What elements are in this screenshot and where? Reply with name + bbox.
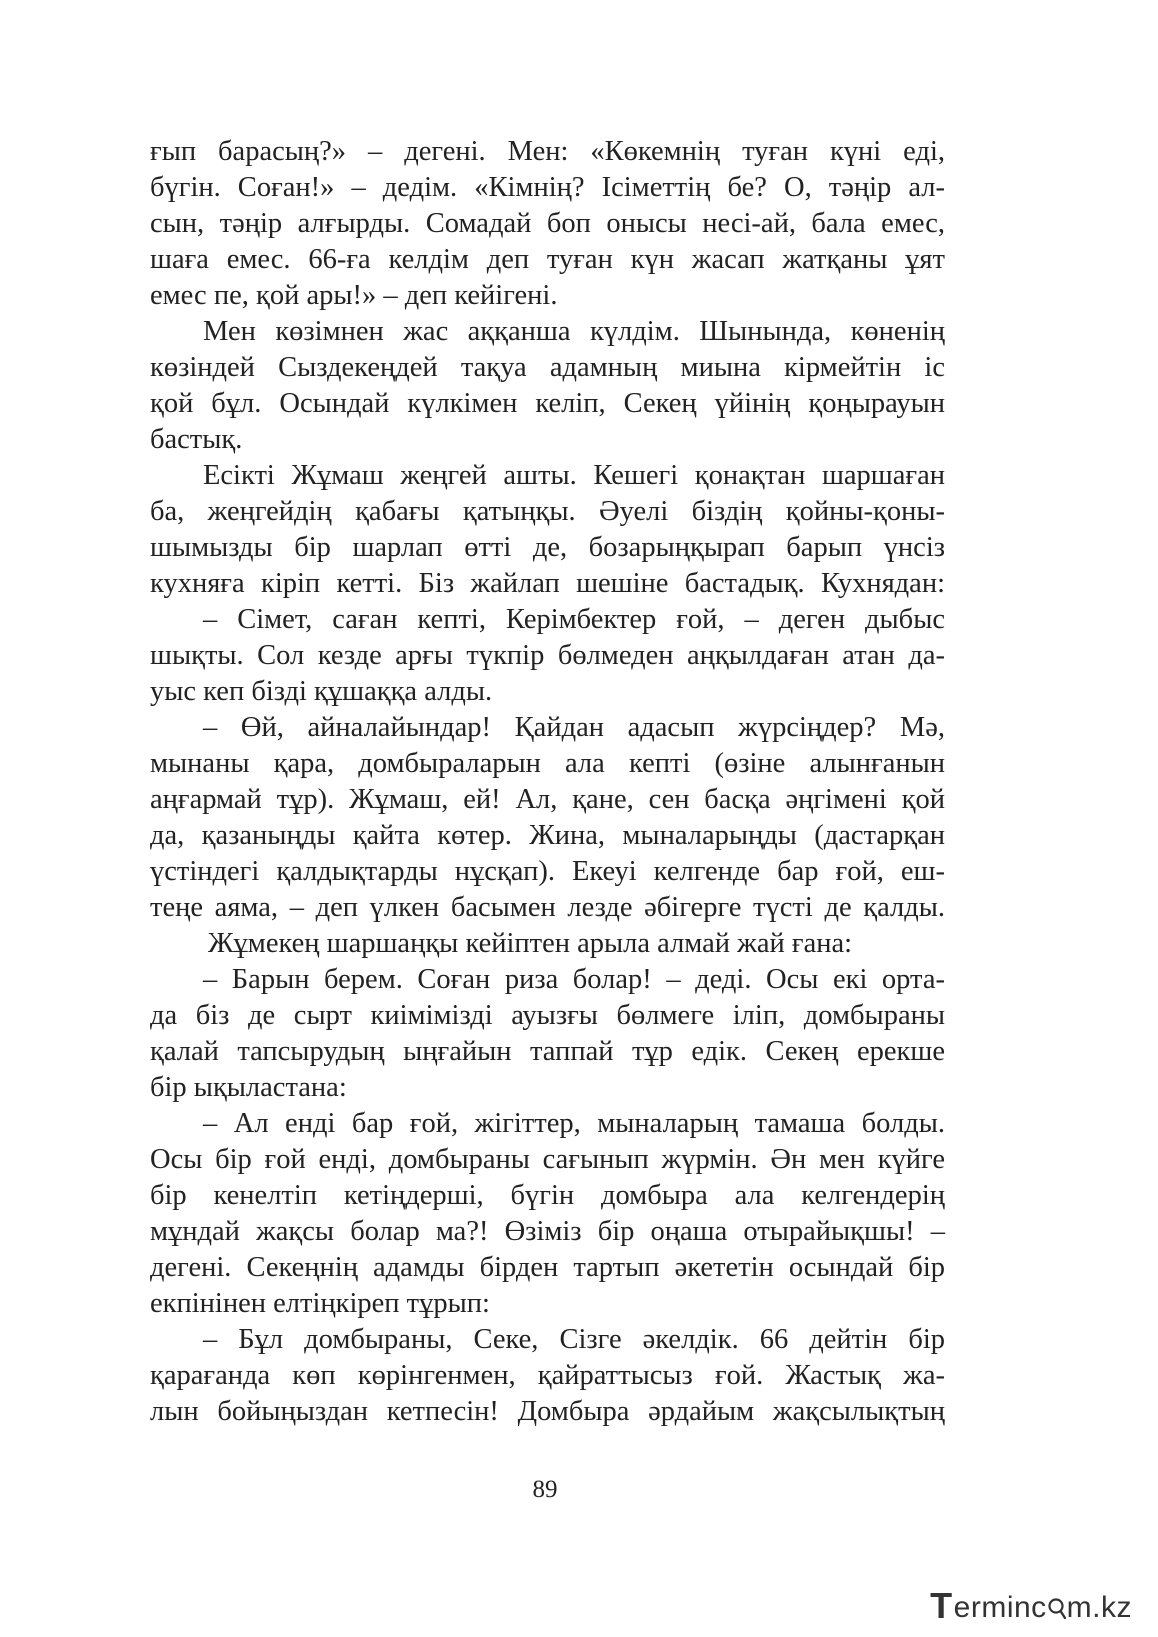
magnifier-o-icon (1048, 1597, 1066, 1619)
site-watermark-logo (930, 1585, 1132, 1626)
text-line: үстіндегі қалдықтарды нұсқап). Екеуі келгенде бар ғой, еш- (150, 856, 945, 887)
page-number: 89 (532, 1476, 558, 1503)
text-line: да біз де сырт киімімізді ауызғы бөлмеге іліп, домбыраны (150, 1000, 945, 1031)
text-line: Осы бір ғой енді, домбыраны сағынып жүрмін. Ән мен күйге (150, 1144, 945, 1175)
text-line: ғып барасың?» – дегені. Мен: «Көкемнің туған күні еді, (150, 136, 945, 167)
text-line: Мен көзімнен жас аққанша күлдім. Шынында, көненің (203, 316, 945, 347)
watermark-first-letter: T (930, 1585, 953, 1626)
text-line: бір ықыластана: (150, 1072, 347, 1103)
text-line: мұндай жақсы болар ма?! Өзіміз бір оңаша отырайықшы! – (150, 1216, 945, 1247)
text-line: сын, тәңір алғырды. Сомадай боп онысы несі-ай, бала емес, (150, 208, 945, 239)
text-line: қой бұл. Осындай күлкімен келіп, Секең үйінің қоңырауын (150, 388, 945, 419)
text-line: екпінінен елтіңкіреп тұрып: (150, 1288, 490, 1319)
text-line: көзіндей Сыздекеңдей тақуа адамның миына кірмейтін іс (150, 352, 945, 383)
text-line: шымызды бір шарлап өтті де, бозарыңқырап барып үнсіз (150, 532, 945, 563)
text-line: – Барын берем. Соған риза болар! – деді. Осы екі орта- (203, 964, 945, 995)
text-line: емес пе, қой ары!» – деп кейігені. (150, 280, 558, 311)
text-line: теңе аяма, – деп үлкен басымен лезде әбігерге түсті де қалды. (150, 892, 945, 923)
text-line: да, қазаныңды қайта көтер. Жина, мыналарыңды (дастарқан (150, 820, 945, 851)
text-line: аңғармай тұр). Жұмаш, ей! Ал, қане, сен басқа әңгімені қой (150, 784, 945, 815)
text-line: Есікті Жұмаш жеңгей ашты. Кешегі қонақтан шаршаған (203, 460, 945, 491)
text-line: – Сімет, саған кепті, Керімбектер ғой, – деген дыбыс (203, 604, 945, 635)
watermark-text-start: erminc (953, 1591, 1047, 1624)
text-line: лын бойыңыздан кетпесін! Домбыра әрдайым жақсылықтың (150, 1396, 945, 1427)
page-body (150, 134, 945, 1430)
text-line: дегені. Секеңнің адамды бірден тартып әкететін осындай бір (150, 1252, 945, 1283)
text-line: мынаны қара, домбыраларын ала кепті (өзіне алынғанын (150, 748, 945, 779)
text-line: шықты. Сол кезде арғы түкпір бөлмеден аңқылдаған атан да- (150, 640, 945, 671)
text-line: қарағанда көп көрінгенмен, қайраттысыз ғой. Жастық жа- (150, 1360, 945, 1391)
text-line: шаға емес. 66-ға келдім деп туған күн жасап жатқаны ұят (150, 244, 945, 275)
text-line: кухняға кіріп кетті. Біз жайлап шешіне бастадық. Кухнядан: (150, 568, 945, 599)
text-line: бастық. (150, 424, 243, 455)
text-line: – Бұл домбыраны, Секе, Сізге әкелдік. 66 дейтін бір (203, 1324, 945, 1355)
text-line: қалай тапсырудың ыңғайын таппай тұр едік. Секең ерекше (150, 1036, 945, 1067)
text-line: бүгін. Соған!» – дедім. «Кімнің? Ісіметтің бе? О, тәңір ал- (150, 172, 945, 203)
text-line: ба, жеңгейдің қабағы қатыңқы. Әуелі біздің қойны-қоны- (150, 496, 945, 527)
text-line: бір кенелтіп кетіңдерші, бүгін домбыра ала келгендерің (150, 1180, 945, 1211)
text-line: уыс кеп бізді құшаққа алды. (150, 676, 493, 707)
text-line: – Өй, айналайындар! Қайдан адасып жүрсіңдер? Мә, (203, 712, 945, 743)
text-line: – Ал енді бар ғой, жігіттер, мыналарың тамаша болды. (203, 1108, 945, 1139)
text-line: Жұмекең шаршаңқы кейіптен арыла алмай жай ғана: (208, 928, 853, 959)
watermark-text-end: m.kz (1066, 1591, 1132, 1624)
